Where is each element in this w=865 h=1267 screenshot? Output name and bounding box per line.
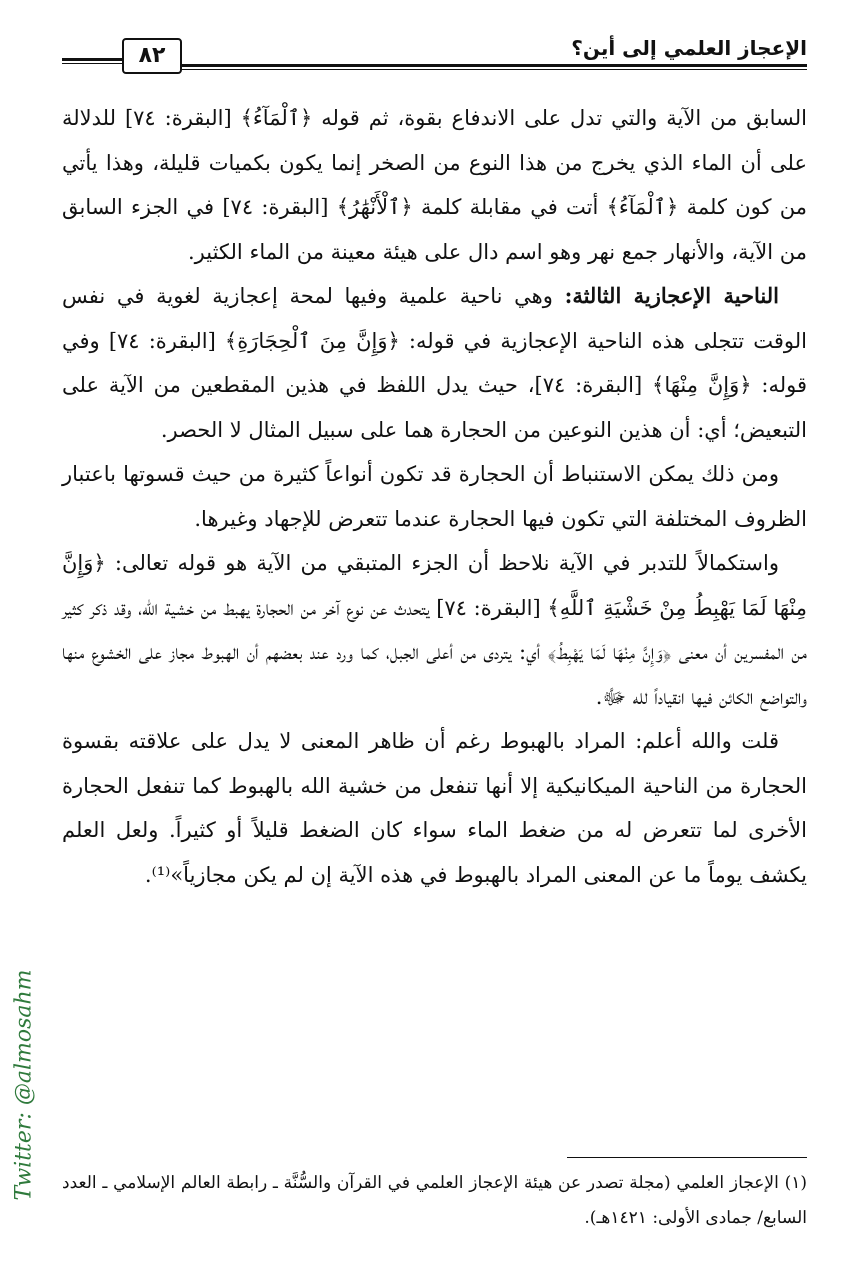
paragraph-text: وهي ناحية علمية وفيها لمحة إعجازية لغوية في نفس الوقت تتجلى هذه الناحية الإعجازية في قوله: ﴿وَإِنَّ مِنَ ٱلْحِجَارَةِ﴾ [البقرة: ٧٤] وفي قوله: ﴿وَإِنَّ مِنْهَا﴾ [البقرة: ٧٤]، حيث يدل اللفظ في هذين المقطعين من الآية على التبعيض؛ أي: أن هذين النوعين من الحجارة هما على سبيل المثال لا الحصر.: [62, 284, 807, 442]
section-heading: الناحية الإعجازية الثالثة:: [564, 283, 779, 308]
paragraph: قلت والله أعلم: المراد بالهبوط رغم أن ظاهر المعنى لا يدل على علاقته بقسوة الحجارة من الناحية الميكانيكية إلا أنها تنفعل من خشية الله بالهبوط كما تنفعل الحجارة الأخرى لما تتعرض له من ضغط الماء سواء كان الضغط قليلاً أو كثيراً. ولعل العلم يكشف يوماً ما عن المعنى المراد بالهبوط في هذه الآية إن لم يكن مجازياً»⁽¹⁾.: [62, 729, 807, 887]
paragraph: واستكمالاً للتدبر في الآية نلاحظ أن الجزء المتبقي من الآية هو قوله تعالى: ﴿وَإِنَّ مِنْهَا لَمَا يَهْبِطُ مِنْ خَشْيَةِ ٱللَّهِ﴾ [البقرة: ٧٤] يتحدث عن نوع آخر من الحجارة يهبط من خشية الله، وقد ذكر كثير من المفسرين أن معنى ﴿وَإِنَّ مِنْهَا لَمَا يَهْبِطُ﴾ أي: يتردى من أعلى الجبل، كما ورد عند بعضهم أن الهبوط مجاز على الخشوع منها والتواضع الكائن فيها انقياداً لله ﷻ.: [62, 551, 808, 709]
watermark: [4, 969, 44, 1201]
main-text: [62, 96, 807, 897]
header-rule-left: [62, 58, 122, 64]
footnote: (١) الإعجاز العلمي (مجلة تصدر عن هيئة الإعجاز العلمي في القرآن والسُّنَّة ـ رابطة العالم الإسلامي ـ العدد السابع/ جمادى الأولى: ١٤٢١هـ).: [62, 1173, 807, 1228]
header-rule: [182, 64, 807, 70]
paragraph: ومن ذلك يمكن الاستنباط أن الحجارة قد تكون أنواعاً كثيرة من حيث قسوتها باعتبار الظروف المختلفة التي تكون فيها الحجارة عندما تتعرض للإجهاد وغيرها.: [62, 462, 807, 531]
header-title: الإعجاز العلمي إلى أين؟: [571, 36, 807, 60]
paragraph: السابق من الآية والتي تدل على الاندفاع بقوة، ثم قوله ﴿ٱلْمَآءُ﴾ [البقرة: ٧٤] للدلالة على أن الماء الذي يخرج من هذا النوع من الصخر إنما يكون بكميات قليلة، وهذا يأتي من كون كلمة ﴿ٱلْمَآءُ﴾ أتت في مقابلة كلمة ﴿ٱلْأَنْهَٰرُ﴾ [البقرة: ٧٤] في الجزء السابق من الآية، والأنهار جمع نهر وهو اسم دال على هيئة معينة من الماء الكثير.: [62, 106, 808, 264]
page-number: ٨٢: [122, 38, 182, 74]
footnote-rule: [567, 1157, 807, 1158]
paragraph: [62, 274, 807, 452]
watermark-text: Twitter: @almosahm: [11, 969, 37, 1201]
running-header: [62, 34, 807, 74]
